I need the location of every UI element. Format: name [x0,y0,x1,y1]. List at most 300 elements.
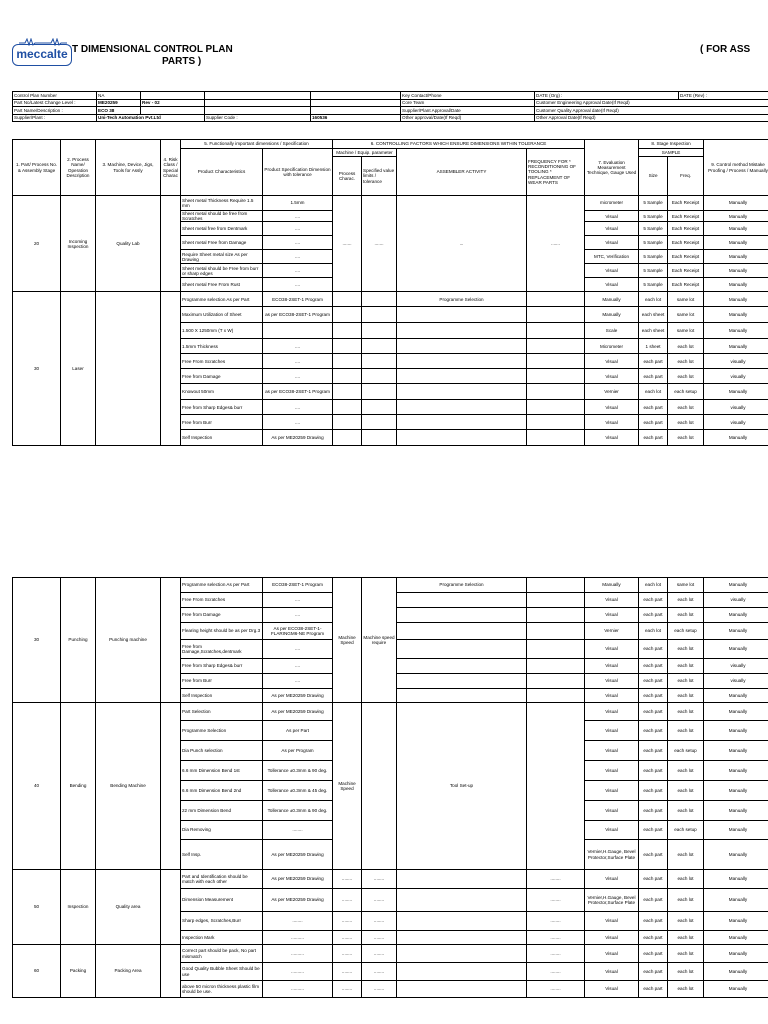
product-spec-cell: ........ [263,912,333,931]
process-charac-cell [333,400,362,415]
sample-freq-cell: Each Receipt [668,222,704,236]
specified-limits-cell: ........ [362,963,397,981]
process-charac-cell: Machine Speed [333,578,362,703]
frequency-cell [527,659,585,674]
sample-freq-cell: Each Receipt [668,196,704,211]
sample-freq-cell: each lot [668,963,704,981]
sample-freq-cell: each lot [668,761,704,781]
product-characteristic-cell: 22 mm Dimension Bend [181,801,263,821]
specified-limits-cell [362,323,397,339]
product-characteristic-cell: Free from Burr [181,674,263,689]
assembler-activity-cell: Programme Selection [397,292,527,307]
risk-class-cell [161,945,181,998]
evaluation-technique-cell: Visual [585,981,639,998]
specified-limits-cell: ........ [362,889,397,912]
specified-limits-cell: ....... [362,196,397,292]
product-spec-cell: As per ME20259 Drawing [263,703,333,721]
sample-size-cell: 5 Sample [639,264,668,278]
frequency-cell [527,369,585,384]
frequency-cell [527,400,585,415]
control-method-cell: visually [704,659,768,674]
sample-size-cell: each part [639,674,668,689]
sample-freq-cell: each lot [668,659,704,674]
product-characteristic-cell: Free From Scratches [181,593,263,608]
sample-freq-cell: Each Receipt [668,236,704,250]
specified-limits-cell [362,339,397,354]
label-supplier-code: Supplier Code : [205,114,311,122]
frequency-cell [527,608,585,623]
machine-cell: Punching machine [96,578,161,703]
risk-class-cell [161,578,181,703]
control-method-cell: Manually [704,945,768,963]
process-charac-cell [333,307,362,323]
process-charac-cell [333,415,362,430]
evaluation-technique-cell: Visual [585,278,639,292]
product-characteristic-cell: Self Inspection [181,689,263,703]
assembler-activity-cell [397,430,527,446]
col-process-charac: Process Charac. [333,157,362,196]
process-charac-cell [333,292,362,307]
evaluation-technique-cell: Visual [585,400,639,415]
col-risk-class: 4. Risk Class / Special Charac [161,140,181,196]
evaluation-technique-cell: Visual [585,222,639,236]
evaluation-technique-cell: Visual [585,703,639,721]
product-spec-cell: .... [263,608,333,623]
sample-size-cell: each part [639,689,668,703]
control-method-cell: Manually [704,222,768,236]
machine-cell: Quality area [96,870,161,945]
sample-freq-cell: each lot [668,945,704,963]
control-plan-table-bottom [12,577,768,998]
assembler-activity-cell [397,981,527,998]
product-spec-cell: .... [263,415,333,430]
control-method-cell: Manually [704,278,768,292]
sample-size-cell: each part [639,415,668,430]
sample-freq-cell: Each Receipt [668,250,704,264]
label-customer-quality-approval: Customer Quality Approval date(If Reqd) [535,107,768,115]
risk-class-cell [161,870,181,945]
product-spec-cell: .......... [263,981,333,998]
frequency-cell [527,384,585,400]
process-charac-cell: ........ [333,945,362,963]
product-characteristic-cell: Free from Damage [181,608,263,623]
specified-limits-cell [362,307,397,323]
process-charac-cell: ........ [333,963,362,981]
col-process-name: 2. Process Name/ Operation Description [61,140,96,196]
sample-size-cell: each part [639,912,668,931]
specified-limits-cell [362,430,397,446]
evaluation-technique-cell: Vernier [585,384,639,400]
sample-size-cell: each part [639,659,668,674]
label-core-team: Core Team [401,99,535,107]
label-supplier-approval: Supplier/Plant Approval/Date [401,107,535,115]
assembler-activity-cell [397,623,527,640]
evaluation-technique-cell: Visual [585,211,639,222]
product-characteristic-cell: 6.6 mm Dimension Bend 2nd [181,781,263,801]
product-characteristic-cell: Programme Selection [181,721,263,741]
sample-size-cell: 5 Sample [639,211,668,222]
product-characteristic-cell: Sheet metal should be free from Scratches [181,211,263,222]
control-method-cell: Manually [704,250,768,264]
col-sample-freq: Freq. [668,157,704,196]
product-spec-cell: As per ME20259 Drawing [263,430,333,446]
frequency-cell [527,339,585,354]
evaluation-technique-cell: MTC, Verification [585,250,639,264]
section-inspection [13,870,768,945]
evaluation-technique-cell: Visual [585,821,639,840]
product-spec-cell: .......... [263,945,333,963]
assembler-activity-cell [397,963,527,981]
product-spec-cell: ........ [263,821,333,840]
label-other-approval: Other approval/Date(If Reqd) [401,114,535,122]
frequency-cell: ....... [527,196,585,292]
sample-freq-cell: same lot [668,292,704,307]
control-method-cell: visually [704,415,768,430]
sample-size-cell: each sheet [639,307,668,323]
evaluation-technique-cell: Visual [585,945,639,963]
risk-class-cell [161,196,181,292]
sample-size-cell: 1 sheet [639,339,668,354]
value-control-plan-number: NA [97,92,141,100]
sample-freq-cell: same lot [668,578,704,593]
control-method-cell: Manually [704,801,768,821]
evaluation-technique-cell: Visual [585,801,639,821]
sample-freq-cell: each lot [668,674,704,689]
assembler-activity-cell: ... [397,196,527,292]
machine-cell [96,292,161,446]
sample-freq-cell: each lot [668,931,704,945]
control-method-cell: Manually [704,689,768,703]
process-name-cell: Packing [61,945,96,998]
sample-freq-cell: each setup [668,821,704,840]
control-method-cell: Manually [704,211,768,222]
product-spec-cell: .... [263,278,333,292]
sample-freq-cell: each lot [668,840,704,870]
evaluation-technique-cell: Vernier,H.Gauge, Bevel Protector,Surface Plate [585,840,639,870]
section-punching [13,578,768,703]
product-characteristic-cell: Part and Identification should be match with each other [181,870,263,889]
assembler-activity-cell [397,384,527,400]
sample-size-cell: 5 Sample [639,196,668,211]
product-spec-cell: .... [263,354,333,369]
product-spec-cell: .... [263,659,333,674]
risk-class-cell [161,292,181,446]
product-spec-cell: .... [263,593,333,608]
sample-size-cell: 5 Sample [639,236,668,250]
info-row-3 [13,107,768,115]
sample-freq-cell: each lot [668,593,704,608]
sample-freq-cell: each lot [668,801,704,821]
sample-size-cell: each part [639,981,668,998]
product-spec-cell: as per ECO38-2SET-1 Program [263,307,333,323]
evaluation-technique-cell: Manually [585,578,639,593]
evaluation-technique-cell: Visual [585,931,639,945]
sample-size-cell: each part [639,741,668,761]
sample-freq-cell: each lot [668,870,704,889]
control-method-cell: Manually [704,889,768,912]
specified-limits-cell [362,292,397,307]
plan-info-grid [12,91,768,122]
control-method-cell: visually [704,369,768,384]
info-row-1 [13,92,768,100]
process-no-cell: 30 [13,578,61,703]
control-method-cell: visually [704,674,768,689]
process-charac-cell: ....... [333,196,362,292]
control-method-cell: Manually [704,821,768,840]
product-characteristic-cell: 6.6 mm Dimension Bend 1st [181,761,263,781]
sample-freq-cell: each lot [668,781,704,801]
machine-cell: Quality Lab [96,196,161,292]
process-no-cell: 50 [13,870,61,945]
product-spec-cell: Tollerance ±0.3mm & 90 deg. [263,761,333,781]
table-row [13,945,768,963]
control-method-cell: Manually [704,339,768,354]
table-row [13,870,768,889]
product-characteristic-cell: Dimension Measurement [181,889,263,912]
col-stage-inspection: 8. Stage Inspection [639,140,704,149]
evaluation-technique-cell: Visual [585,912,639,931]
value-part-no: ME20259 [97,99,141,107]
table-row [13,578,768,593]
control-method-cell: visually [704,593,768,608]
value-part-name: ECO 38 [97,107,141,115]
evaluation-technique-cell: Visual [585,415,639,430]
sample-size-cell: each part [639,430,668,446]
process-charac-cell: ........ [333,889,362,912]
sample-size-cell: each lot [639,384,668,400]
process-charac-cell: ........ [333,870,362,889]
sample-size-cell: each part [639,721,668,741]
product-spec-cell: .... [263,369,333,384]
product-characteristic-cell: Flearing height should be as per Drg.3 [181,623,263,640]
assembler-activity-cell [397,912,527,931]
evaluation-technique-cell: Visual [585,236,639,250]
assembler-activity-cell [397,689,527,703]
assembler-activity-cell [397,889,527,912]
evaluation-technique-cell: Scale [585,323,639,339]
sample-freq-cell: each lot [668,415,704,430]
frequency-cell [527,593,585,608]
product-spec-cell: .... [263,211,333,222]
control-method-cell: Manually [704,292,768,307]
specified-limits-cell [362,703,397,870]
product-spec-cell: .......... [263,963,333,981]
product-spec-cell: As per Part [263,721,333,741]
product-spec-cell: As per ME20259 Drawing [263,870,333,889]
frequency-cell: ........ [527,945,585,963]
product-characteristic-cell: Sheet metal Free from Damage [181,236,263,250]
assembler-activity-cell [397,870,527,889]
assembler-activity-cell [397,945,527,963]
assembler-activity-cell [397,593,527,608]
product-spec-cell: .......... [263,931,333,945]
sample-size-cell: each lot [639,578,668,593]
col-specified-limits: Specified value limits / tolerance [362,157,397,196]
product-characteristic-cell: Self Insp. [181,840,263,870]
sample-size-cell: each part [639,703,668,721]
assembler-activity-cell [397,659,527,674]
evaluation-technique-cell: Visual [585,369,639,384]
sample-freq-cell: each setup [668,741,704,761]
product-characteristic-cell: Programme selection As per Part [181,292,263,307]
frequency-cell [527,640,585,659]
evaluation-technique-cell: Manually [585,307,639,323]
product-spec-cell: .... [263,264,333,278]
product-spec-cell: .... [263,674,333,689]
process-charac-cell [333,339,362,354]
table-row [13,196,768,211]
process-name-cell: Punching [61,578,96,703]
frequency-cell [527,689,585,703]
control-method-cell: Manually [704,781,768,801]
label-date-org: DATE (Org) : [535,92,679,100]
evaluation-technique-cell: Visual [585,430,639,446]
control-method-cell: Manually [704,623,768,640]
sample-freq-cell: each lot [668,369,704,384]
sample-freq-cell: each lot [668,981,704,998]
specified-limits-cell: ........ [362,945,397,963]
evaluation-technique-cell: Vernier,H.Gauge, Bevel Protector,Surface Plate [585,889,639,912]
evaluation-technique-cell: Micrometer [585,339,639,354]
control-method-cell: Manually [704,578,768,593]
sample-size-cell: each part [639,354,668,369]
product-characteristic-cell: Sheet metal should be Free from burr or sharp edges [181,264,263,278]
sample-freq-cell: each lot [668,721,704,741]
product-characteristic-cell: Self Inspection [181,430,263,446]
process-charac-cell [333,354,362,369]
product-spec-cell: As per ME20259 Drawing [263,840,333,870]
specified-limits-cell [362,369,397,384]
frequency-cell [527,307,585,323]
section-incoming-inspection [13,196,768,292]
assembler-activity-cell [397,307,527,323]
control-method-cell: Manually [704,703,768,721]
sample-size-cell: each part [639,761,668,781]
col-sample: SAMPLE [639,149,704,157]
label-part-no: Part No/Latest Change Level : [13,99,97,107]
evaluation-technique-cell: Visual [585,870,639,889]
label-customer-engineering-approval: Customer Engineering Approval Date(If Reqd) [535,99,768,107]
product-characteristic-cell: Free from Burr [181,415,263,430]
control-method-cell: Manually [704,236,768,250]
product-characteristic-cell: Sheet metal free from Dentmark [181,222,263,236]
sample-freq-cell: each lot [668,912,704,931]
logo-wave-icon [19,38,67,46]
control-method-cell: Manually [704,761,768,781]
evaluation-technique-cell: Vernier [585,623,639,640]
column-header-row-1 [13,140,768,149]
col-functional-dimensions: 5. Functionally important dimensions / Specification [181,140,333,149]
product-characteristic-cell: Part Selection [181,703,263,721]
label-control-plan-number: Control Plan Number [13,92,97,100]
process-charac-cell [333,384,362,400]
section-bending [13,703,768,870]
product-characteristic-cell: Sharp edges, Scratches,Burr [181,912,263,931]
product-characteristic-cell: Good Quality Bubble Sheet Should be use [181,963,263,981]
evaluation-technique-cell: Visual [585,781,639,801]
sample-size-cell: 5 Sample [639,222,668,236]
evaluation-technique-cell: Visual [585,608,639,623]
control-method-cell: Manually [704,264,768,278]
sample-size-cell: each part [639,801,668,821]
control-method-cell: Manually [704,608,768,623]
assembler-activity-cell [397,339,527,354]
control-method-cell: Manually [704,640,768,659]
frequency-cell: ........ [527,870,585,889]
process-no-cell: 30 [13,292,61,446]
product-characteristic-cell: Free from Damage,Scratches,dentmark [181,640,263,659]
section-laser [13,292,768,446]
evaluation-technique-cell: Manually [585,292,639,307]
sample-size-cell: each part [639,781,668,801]
product-characteristic-cell: 1.500 X 1250mm (T x W) [181,323,263,339]
sample-freq-cell: Each Receipt [668,278,704,292]
product-characteristic-cell: Correct part should be pack, No part mismatch [181,945,263,963]
specified-limits-cell: ........ [362,870,397,889]
product-characteristic-cell: Free from Sharp Edges& burr [181,400,263,415]
product-spec-cell: .... [263,222,333,236]
assembler-activity-cell [397,931,527,945]
sample-freq-cell: Each Receipt [668,211,704,222]
sample-size-cell: each part [639,840,668,870]
frequency-cell: ........ [527,889,585,912]
evaluation-technique-cell: Visual [585,640,639,659]
product-spec-cell: .... [263,400,333,415]
sample-size-cell: each part [639,889,668,912]
product-spec-cell: .... [263,250,333,264]
assembler-activity-cell [397,640,527,659]
evaluation-technique-cell: Visual [585,721,639,741]
product-characteristic-cell: Dia Punch selection [181,741,263,761]
product-characteristic-cell: Free from Damage [181,369,263,384]
assembler-activity-cell [397,369,527,384]
col-product-characteristics: Product Characteristics [181,149,263,196]
assembler-activity-cell [397,354,527,369]
product-characteristic-cell: Knowout 50mm [181,384,263,400]
product-characteristic-cell: Free From Scratches [181,354,263,369]
sample-freq-cell: each lot [668,703,704,721]
control-method-cell: Manually [704,430,768,446]
label-other-approval-date: Other Approval Date(If Reqd) [535,114,768,122]
control-method-cell: Manually [704,741,768,761]
control-method-cell: Manually [704,931,768,945]
process-charac-cell: Machine Speed [333,703,362,870]
control-method-cell: Manually [704,307,768,323]
company-logo [12,44,72,66]
sample-freq-cell: each lot [668,889,704,912]
product-spec-cell: .... [263,640,333,659]
col-machine: 3. Machine, Device, Jigs, Tools for Assly [96,140,161,196]
frequency-cell [527,623,585,640]
assembler-activity-cell: Programme Selection [397,578,527,593]
sample-freq-cell: same lot [668,307,704,323]
col-product-specification: Product Specification Dimension with tolerance [263,149,333,196]
info-row-4 [13,114,768,122]
control-method-cell: Manually [704,721,768,741]
product-spec-cell: Tollerance ±0.3mm & 45 deg. [263,781,333,801]
frequency-cell: ........ [527,963,585,981]
col-frequency-reconditioning: FREQUENCY FOR * RECONDITIONING OF TOOLING * REPLACEMENT OF WEAR PARTS [527,149,585,196]
evaluation-technique-cell: Visual [585,659,639,674]
product-characteristic-cell: Maximum Utilization of Sheet [181,307,263,323]
label-date-rev: DATE (Rev) : [679,92,768,100]
document-subtitle: PARTS ) [162,56,202,67]
product-spec-cell: as per ECO38-2SET-1 Program [263,384,333,400]
product-spec-cell: .... [263,339,333,354]
specified-limits-cell: Machine speed require [362,578,397,703]
col-controlling-factors: 6. CONTROLLING FACTORS WHICH ENSURE DIMENSIONS WITHIN TOLERANCE [333,140,585,149]
value-supplier-plant: Uni-Tech Automation Pvt.Ltd [97,114,205,122]
